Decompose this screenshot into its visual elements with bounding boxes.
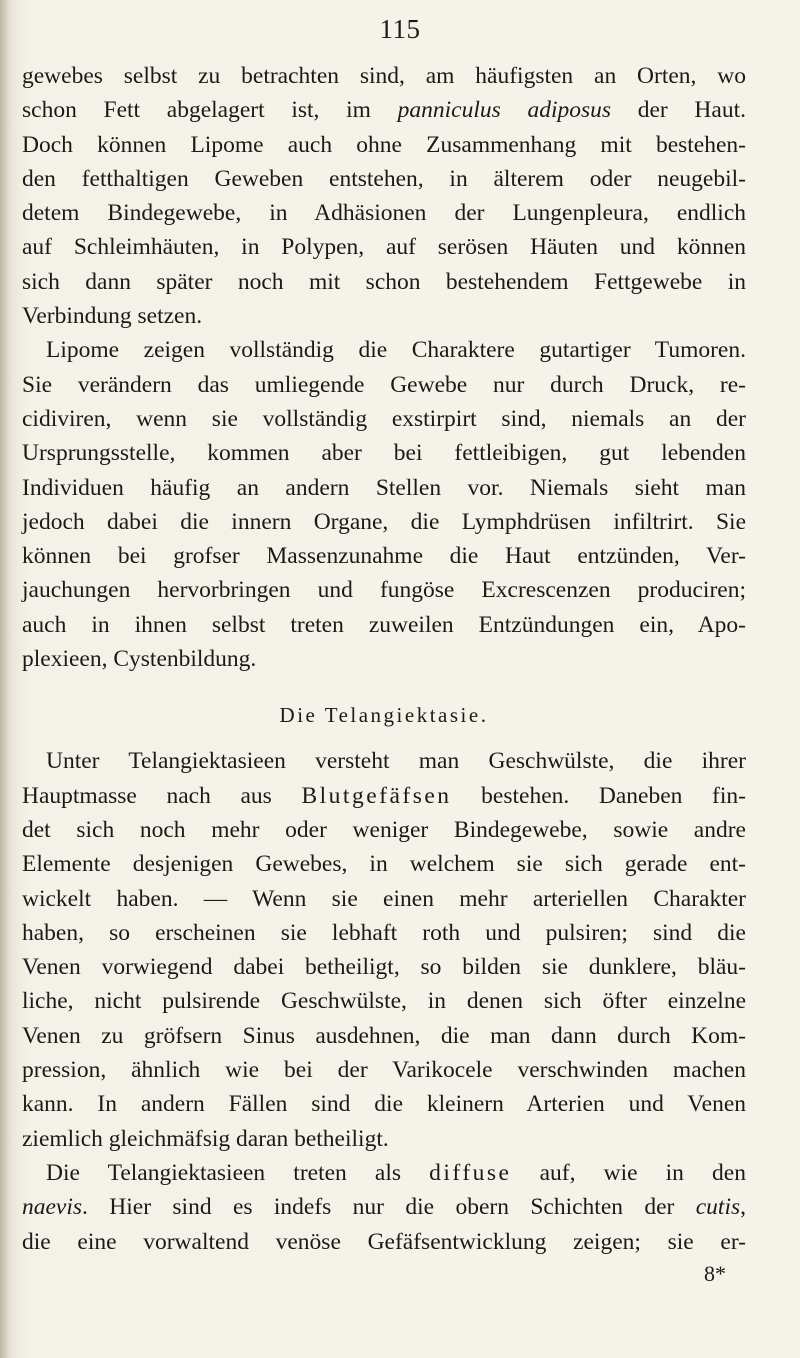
page-number: 115 bbox=[379, 14, 421, 44]
text-line: Die Telangiektasieen treten als diffuse auf, wie in den bbox=[46, 1159, 746, 1186]
signature-mark: 8* bbox=[704, 1260, 726, 1286]
text-line: liche, nicht pulsirende Geschwülste, in denen sich öfter einzelne bbox=[22, 988, 746, 1015]
text-line: auch in ihnen selbst treten zuweilen Entzündungen ein, Apo- bbox=[22, 611, 746, 638]
text-line: pression, ähnlich wie bei der Varikocele verschwinden machen bbox=[22, 1057, 746, 1084]
text-line: Venen vorwiegend dabei betheiligt, so bilden sie dunklere, bläu- bbox=[22, 954, 746, 981]
text-line: Venen zu gröfsern Sinus ausdehnen, die man dann durch Kom- bbox=[22, 1022, 746, 1049]
text-line: cidiviren, wenn sie vollständig exstirpirt sind, niemals an der bbox=[22, 405, 746, 432]
text-line: detem Bindegewebe, in Adhäsionen der Lungenpleura, endlich bbox=[22, 200, 746, 227]
text-line: plexieen, Cystenbildung. bbox=[22, 646, 257, 673]
text-line: Lipome zeigen vollständig die Charaktere gutartiger Tumoren. bbox=[46, 337, 746, 364]
text-line: den fetthaltigen Geweben entstehen, in älterem oder neugebil- bbox=[22, 165, 746, 192]
text-line: jauchungen hervorbringen und fungöse Excrescenzen produciren; bbox=[22, 577, 746, 604]
text-line: kann. In andern Fällen sind die kleinern Arterien und Venen bbox=[22, 1091, 746, 1118]
text-line: haben, so erscheinen sie lebhaft roth und pulsiren; sind die bbox=[22, 919, 746, 946]
section-heading: Die Telangiektasie. bbox=[279, 703, 489, 728]
text-line: Ursprungsstelle, kommen aber bei fettleibigen, gut lebenden bbox=[22, 440, 746, 467]
text-line: ziemlich gleichmäfsig daran betheiligt. bbox=[22, 1125, 389, 1152]
text-line: Elemente desjenigen Gewebes, in welchem sie sich gerade ent- bbox=[22, 851, 746, 878]
paragraph-lipome-orte bbox=[22, 59, 746, 333]
text-line: Individuen häufig an andern Stellen vor. Niemals sieht man bbox=[22, 474, 746, 501]
text-line: die eine vorwaltend venöse Gefäfsentwicklung zeigen; sie er- bbox=[22, 1228, 746, 1255]
page-binding-edge bbox=[0, 0, 10, 1358]
text-line: Doch können Lipome auch ohne Zusammenhang mit bestehen- bbox=[22, 131, 746, 158]
paragraph-lipome-charakter bbox=[22, 333, 746, 676]
text-line: schon Fett abgelagert ist, im panniculus adiposus der Haut. bbox=[22, 97, 746, 124]
text-line: auf Schleimhäuten, in Polypen, auf serösen Häuten und können bbox=[22, 234, 746, 261]
paragraph-telangiektasie-diffuse bbox=[22, 1156, 746, 1259]
text-line: Hauptmasse nach aus Blutgefäfsen bestehen. Daneben fin- bbox=[22, 782, 746, 809]
text-line: wickelt haben. — Wenn sie einen mehr arteriellen Charakter bbox=[22, 885, 746, 912]
text-line: sich dann später noch mit schon bestehendem Fettgewebe in bbox=[22, 268, 746, 295]
text-line: Sie verändern das umliegende Gewebe nur durch Druck, re- bbox=[22, 371, 746, 398]
text-line: naevis. Hier sind es indefs nur die obern Schichten der cutis, bbox=[22, 1194, 746, 1221]
body-text bbox=[22, 59, 746, 1289]
paragraph-telangiektasie-definition bbox=[22, 744, 746, 1156]
text-line: Unter Telangiektasieen versteht man Geschwülste, die ihrer bbox=[46, 748, 746, 775]
text-line: det sich noch mehr oder weniger Bindegewebe, sowie andre bbox=[22, 816, 746, 843]
text-line: gewebes selbst zu betrachten sind, am häufigsten an Orten, wo bbox=[22, 63, 746, 89]
text-line: Verbindung setzen. bbox=[22, 303, 203, 330]
text-line: können bei grofser Massenzunahme die Haut entzünden, Ver- bbox=[22, 543, 746, 570]
text-line: jedoch dabei die innern Organe, die Lymphdrüsen infiltrirt. Sie bbox=[22, 508, 746, 535]
